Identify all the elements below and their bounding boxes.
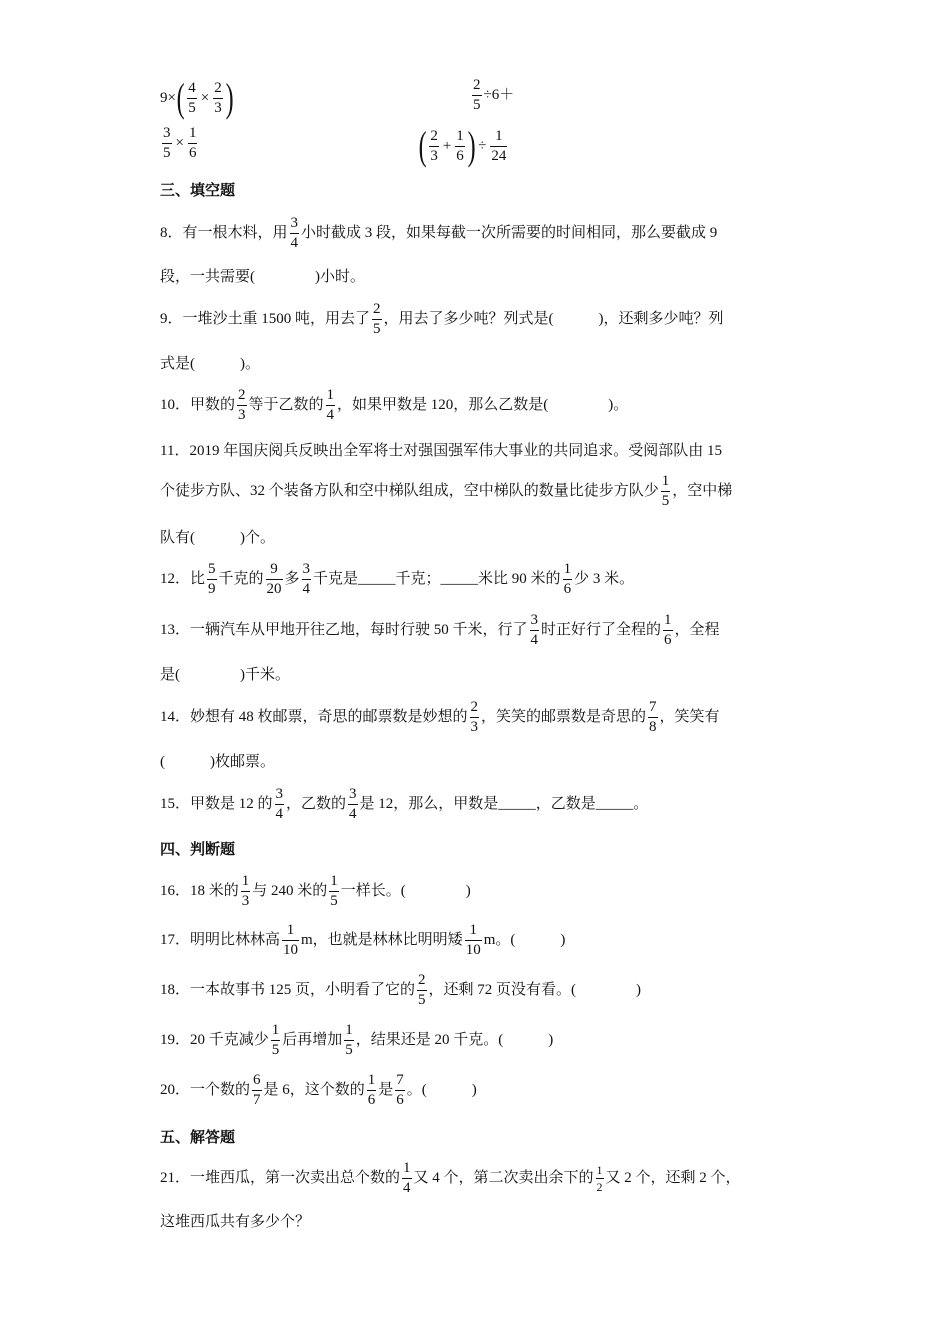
- fraction: $\frac{9}{20}$: [266, 561, 282, 597]
- section-heading-solve: 五、解答题: [160, 1128, 236, 1146]
- fraction: $\frac{1}{3}$: [241, 873, 250, 909]
- fraction: $\frac{2}{5}$: [373, 301, 381, 337]
- fraction: $\frac{7}{6}$: [396, 1072, 404, 1108]
- calc-expression-4: ( $\frac{2}{3}$ + $\frac{1}{6}$ ) ÷ $\frac{1}{24}$: [418, 123, 507, 168]
- fraction: $\frac{1}{6}$: [563, 561, 572, 597]
- question-11-line-2: 个徒步方队、32 个装备方队和空中梯队组成，空中梯队的数量比徒步方队少 $\frac{1}{5}$ ，空中梯: [160, 473, 733, 509]
- calc-1-lead: 9×: [160, 89, 176, 106]
- fraction: $\frac{2}{3}$: [238, 387, 246, 423]
- fraction: $\frac{2}{3}$: [214, 79, 222, 116]
- question-9-line-1: 9．一堆沙土重 1500 吨，用去了 $\frac{2}{5}$ ，用去了多少吨？列式是( )，还剩多少吨？列: [160, 301, 724, 337]
- fraction: $\frac{3}{4}$: [349, 786, 357, 822]
- fraction: $\frac{1}{5}$: [345, 1022, 353, 1058]
- section-heading-fill: 三、填空题: [160, 181, 236, 199]
- question-21-line-2: 这堆西瓜共有多少个？: [160, 1214, 311, 1230]
- question-17: 17．明明比林林高 $\frac{1}{10}$ m，也就是林林比明明矮 $\frac{1}{10}$ m。( ): [160, 922, 566, 958]
- fraction: $\frac{2}{5}$: [473, 77, 481, 113]
- fraction: $\frac{3}{5}$: [163, 125, 171, 161]
- fraction: $\frac{1}{24}$: [491, 127, 507, 164]
- question-21-line-1: 21．一堆西瓜，第一次卖出总个数的 $\frac{1}{4}$ 又 4 个，第二次卖出余下的 $\frac{1}{2}$ 又 2 个，还剩 2 个，: [160, 1160, 741, 1196]
- calc-expression-2: $\frac{2}{5}$ ÷6＋: [473, 77, 515, 113]
- question-13-line-2: 是( )千米。: [160, 667, 290, 683]
- fraction: $\frac{2}{3}$: [470, 699, 479, 735]
- fraction: $\frac{6}{7}$: [253, 1072, 261, 1108]
- fraction: $\frac{1}{5}$: [271, 1022, 280, 1058]
- fraction: $\frac{7}{8}$: [649, 699, 657, 735]
- right-paren: ): [467, 123, 476, 168]
- question-10: 10．甲数的 $\frac{2}{3}$ 等于乙数的 $\frac{1}{4}$ ，如果甲数是 120，那么乙数是( )。: [160, 387, 629, 423]
- fraction: $\frac{1}{4}$: [403, 1160, 411, 1196]
- left-paren: (: [418, 123, 427, 168]
- fraction: $\frac{1}{6}$: [456, 127, 464, 164]
- fraction: $\frac{3}{4}$: [530, 612, 539, 648]
- fraction: $\frac{3}{4}$: [290, 215, 299, 251]
- question-18: 18．一本故事书 125 页，小明看了它的 $\frac{2}{5}$ ，还剩 72 页没有看。( ): [160, 972, 642, 1008]
- fraction: $\frac{1}{6}$: [664, 612, 672, 648]
- calc-expression-3: $\frac{3}{5}$ × $\frac{1}{6}$: [163, 125, 197, 161]
- question-19: 19．20 千克减少 $\frac{1}{5}$ 后再增加 $\frac{1}{5}$ ，结果还是 20 千克。( ): [160, 1022, 554, 1058]
- fraction: $\frac{3}{4}$: [302, 561, 311, 597]
- fraction: $\frac{1}{10}$: [465, 922, 481, 958]
- question-8-line-2: 段，一共需要( )小时。: [160, 269, 365, 285]
- fraction: $\frac{1}{5}$: [330, 873, 338, 909]
- fraction: $\frac{2}{3}$: [430, 127, 438, 164]
- question-12: 12．比 $\frac{5}{9}$ 千克的 $\frac{9}{20}$ 多 $\frac{3}{4}$ 千克是_____千克；_____米比 90 米的 $\frac{1}{6}$ 少 3 米。: [160, 561, 635, 597]
- left-paren: (: [176, 75, 185, 120]
- right-paren: ): [225, 75, 234, 120]
- question-13-line-1: 13．一辆汽车从甲地开往乙地，每时行驶 50 千米，行了 $\frac{3}{4}$ 时正好行了全程的 $\frac{1}{6}$ ，全程: [160, 612, 720, 648]
- question-14-line-2: ( )枚邮票。: [160, 754, 275, 770]
- fraction: $\frac{1}{4}$: [326, 387, 335, 423]
- fraction: $\frac{1}{5}$: [661, 473, 670, 509]
- question-9-line-2: 式是( )。: [160, 356, 260, 372]
- fraction: $\frac{1}{6}$: [188, 125, 197, 161]
- fraction: $\frac{4}{5}$: [188, 79, 196, 116]
- fraction: $\frac{1}{2}$: [596, 1163, 603, 1194]
- question-11-line-3: 队有( )个。: [160, 530, 275, 546]
- fraction: $\frac{5}{9}$: [208, 561, 216, 597]
- question-14-line-1: 14．妙想有 48 枚邮票，奇思的邮票数是妙想的 $\frac{2}{3}$ ，笑笑的邮票数是奇思的 $\frac{7}{8}$ ，笑笑有: [160, 699, 720, 735]
- question-20: 20．一个数的 $\frac{6}{7}$ 是 6，这个数的 $\frac{1}{6}$ 是 $\frac{7}{6}$ 。( ): [160, 1072, 477, 1108]
- fraction: $\frac{3}{4}$: [275, 786, 284, 822]
- fraction: $\frac{1}{10}$: [283, 922, 299, 958]
- section-heading-judge: 四、判断题: [160, 840, 236, 858]
- fraction: $\frac{2}{5}$: [418, 972, 426, 1008]
- question-15: 15．甲数是 12 的 $\frac{3}{4}$ ，乙数的 $\frac{3}{4}$ 是 12，那么，甲数是_____，乙数是_____。: [160, 786, 649, 822]
- question-8-line-1: 8．有一根木料，用 $\frac{3}{4}$ 小时截成 3 段，如果每截一次所需要的时间相同，那么要截成 9: [160, 215, 718, 251]
- question-16: 16．18 米的 $\frac{1}{3}$ 与 240 米的 $\frac{1}{5}$ 一样长。( ): [160, 873, 471, 909]
- question-11-line-1: 11．2019 年国庆阅兵反映出全军将士对强国强军伟大事业的共同追求。受阅部队由 15: [160, 443, 722, 459]
- calc-expression-1: 9× ( $\frac{4}{5}$ × $\frac{2}{3}$ ): [160, 75, 234, 120]
- fraction: $\frac{1}{6}$: [367, 1072, 376, 1108]
